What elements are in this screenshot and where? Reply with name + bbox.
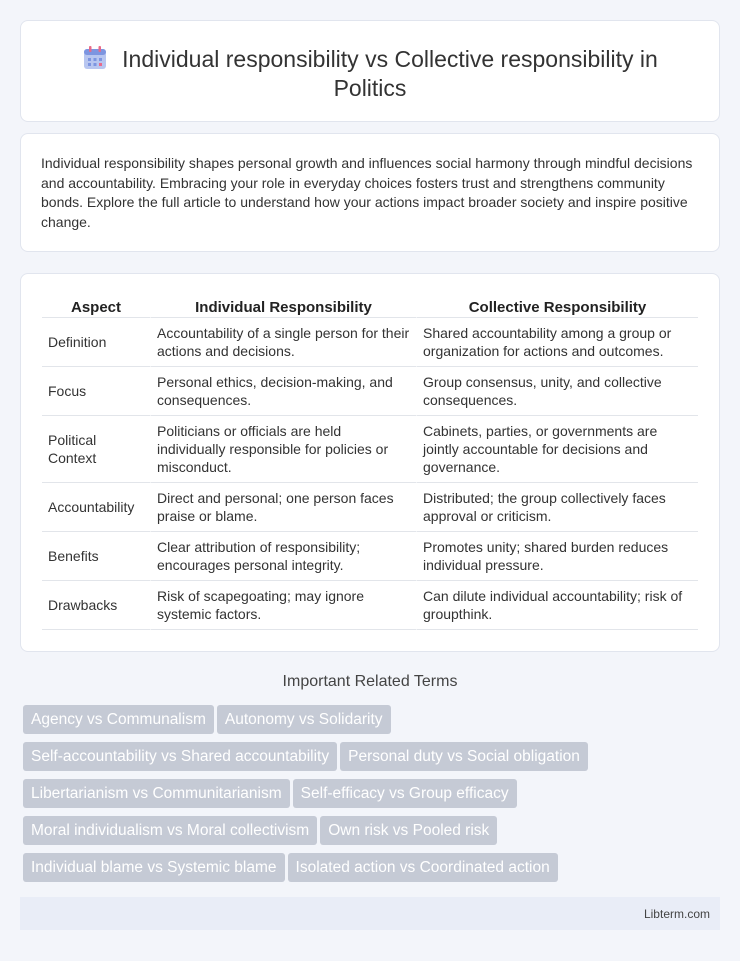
header-collective: Collective Responsibility <box>416 296 698 318</box>
cell-individual: Clear attribution of responsibility; encourages personal integrity. <box>150 532 416 581</box>
related-term-tag[interactable]: Personal duty vs Social obligation <box>340 742 588 771</box>
related-term-tag[interactable]: Individual blame vs Systemic blame <box>23 853 285 882</box>
related-terms-list <box>23 705 623 890</box>
tag-row <box>23 853 623 890</box>
related-term-tag[interactable]: Own risk vs Pooled risk <box>320 816 497 845</box>
related-term-tag[interactable]: Libertarianism vs Communitarianism <box>23 779 290 808</box>
table-row <box>42 416 698 483</box>
tag-row <box>23 816 623 853</box>
cell-individual: Direct and personal; one person faces praise or blame. <box>150 483 416 532</box>
cell-aspect: Political Context <box>42 416 150 483</box>
cell-individual: Accountability of a single person for their actions and decisions. <box>150 318 416 367</box>
header-aspect: Aspect <box>42 296 150 318</box>
cell-individual: Risk of scapegoating; may ignore systemic factors. <box>150 581 416 630</box>
intro-card <box>20 133 720 252</box>
table-row <box>42 532 698 581</box>
cell-individual: Personal ethics, decision-making, and consequences. <box>150 367 416 416</box>
related-term-tag[interactable]: Self-efficacy vs Group efficacy <box>293 779 517 808</box>
header-individual: Individual Responsibility <box>150 296 416 318</box>
cell-collective: Distributed; the group collectively faces approval or criticism. <box>416 483 698 532</box>
related-terms-title: Important Related Terms <box>282 673 458 690</box>
cell-aspect: Accountability <box>42 483 150 532</box>
table-row <box>42 483 698 532</box>
cell-collective: Shared accountability among a group or organization for actions and outcomes. <box>416 318 698 367</box>
cell-aspect: Focus <box>42 367 150 416</box>
tag-row <box>23 705 623 742</box>
related-term-tag[interactable]: Agency vs Communalism <box>23 705 214 734</box>
table-row <box>42 318 698 367</box>
footer-site-link[interactable]: Libterm.com <box>643 907 710 921</box>
calendar-grid-icon <box>82 45 108 71</box>
comparison-table <box>42 296 698 630</box>
related-term-tag[interactable]: Moral individualism vs Moral collectivism <box>23 816 317 845</box>
page-title: Individual responsibility vs Collective responsibility in Politics <box>122 46 658 101</box>
cell-collective: Promotes unity; shared burden reduces individual pressure. <box>416 532 698 581</box>
related-term-tag[interactable]: Self-accountability vs Shared accountability <box>23 742 337 771</box>
cell-collective: Can dilute individual accountability; risk of groupthink. <box>416 581 698 630</box>
comparison-card <box>20 273 720 652</box>
related-term-tag[interactable]: Autonomy vs Solidarity <box>217 705 391 734</box>
intro-text: Individual responsibility shapes personal growth and influences social harmony through mindful decisions and accountability. Embracing your role in everyday choices fosters trust and strengthens community bonds. Explore the full article to understand how your actions impact broader society and inspire positive change. <box>41 155 693 230</box>
footer <box>20 897 720 930</box>
tag-row <box>23 779 623 816</box>
table-row <box>42 367 698 416</box>
cell-collective: Cabinets, parties, or governments are jointly accountable for decisions and governance. <box>416 416 698 483</box>
related-term-tag[interactable]: Isolated action vs Coordinated action <box>288 853 558 882</box>
page-title-wrap <box>61 45 679 103</box>
table-row <box>42 581 698 630</box>
table-header-row <box>42 296 698 318</box>
cell-aspect: Definition <box>42 318 150 367</box>
header-card <box>20 20 720 122</box>
cell-collective: Group consensus, unity, and collective consequences. <box>416 367 698 416</box>
cell-aspect: Drawbacks <box>42 581 150 630</box>
cell-aspect: Benefits <box>42 532 150 581</box>
tag-row <box>23 742 623 779</box>
cell-individual: Politicians or officials are held individually responsible for policies or misconduct. <box>150 416 416 483</box>
